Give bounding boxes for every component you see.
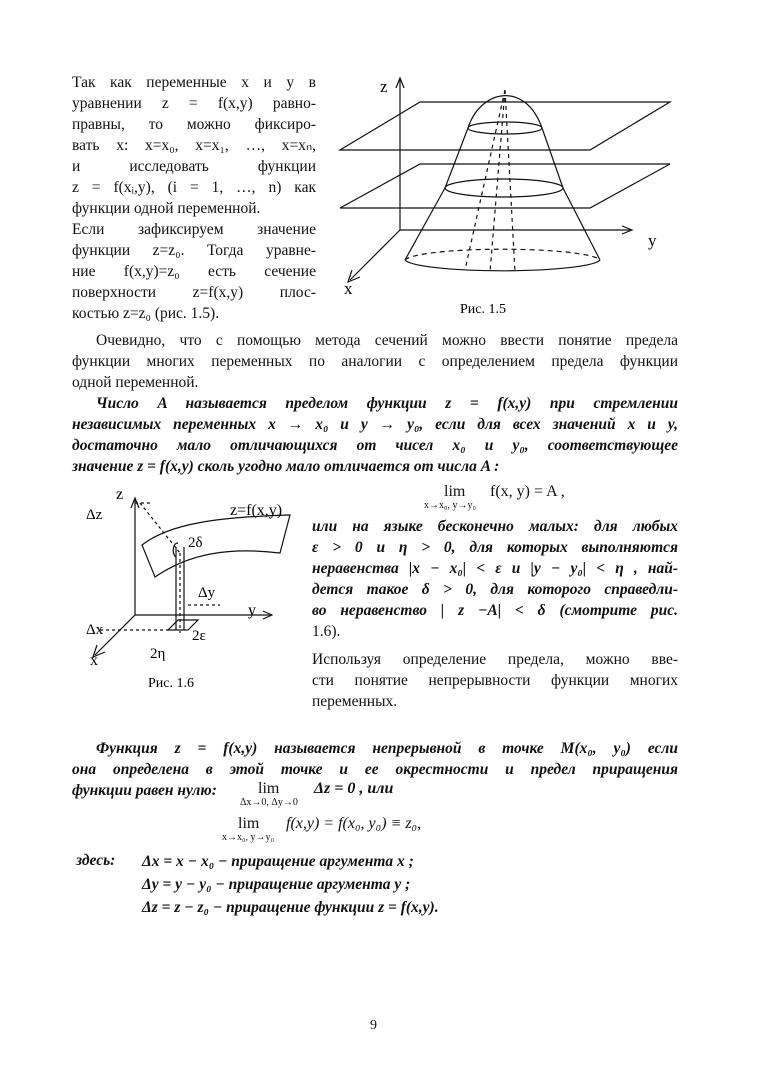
- label-function: z=f(x,y): [230, 502, 283, 519]
- definition-line: достаточно мало отличающихся от чисел x₀ и y₀, соответствующее: [72, 437, 678, 454]
- limit-definition: [72, 393, 678, 477]
- intro-line: и исследовать функции: [72, 158, 316, 175]
- increment-limit-formula: [240, 780, 460, 816]
- paragraph-line: сти понятие непрерывности функции многих: [312, 672, 678, 689]
- here-label: здесь:: [76, 852, 116, 869]
- intro-line: ние f(x,y)=z₀ есть сечение: [72, 263, 316, 280]
- definition-line: во неравенство | z −A| < δ (смотрите рис.: [312, 602, 678, 619]
- figure-1-5: [330, 70, 690, 335]
- paragraph-line: одной переменной.: [72, 374, 199, 391]
- lim-expression: f(x, y) = A ,: [490, 483, 565, 500]
- lim-symbol: lim: [238, 815, 260, 832]
- definition-line: 1.6).: [312, 623, 341, 640]
- label-2eps: 2ε: [192, 628, 206, 644]
- intro-line: z = f(xᵢ,y), (i = 1, …, n) как: [72, 179, 316, 196]
- label-dz: Δz: [86, 507, 103, 523]
- method-paragraph: [72, 330, 678, 393]
- intro-line: функции одной переменной.: [72, 200, 261, 217]
- label-dy: Δy: [198, 585, 216, 601]
- label-z: z: [116, 486, 124, 503]
- intro-line: поверхности z=f(x,y) плос-: [72, 284, 316, 301]
- continuity-intro: [312, 649, 678, 712]
- paragraph-line: переменных.: [312, 693, 398, 710]
- paragraph-line: функции многих переменных по аналогии с определением предела функции: [72, 353, 678, 370]
- label-2delta: 2δ: [188, 535, 203, 551]
- label-y: y: [248, 602, 256, 619]
- increment-list: [142, 850, 622, 919]
- definition-line: или на языке бесконечно малых: для любых: [312, 518, 678, 535]
- paragraph-line: Используя определение предела, можно вве-: [312, 651, 678, 668]
- label-2eta: 2η: [150, 646, 166, 662]
- lim-subscript: x→x₀, y→y₀: [424, 500, 476, 511]
- x-axis: [350, 230, 400, 280]
- upper-section-plane: [340, 102, 670, 150]
- definition-line: неравенства |x − x₀| < ε и |y − y₀| < η , най-: [312, 560, 678, 577]
- intro-line: Так как переменные x и y в: [72, 74, 316, 91]
- paragraph-line: Очевидно, что с помощью метода сечений можно ввести понятие предела: [96, 332, 678, 349]
- intro-line: вать x: x=x₀, x=x₁, …, x=xₙ,: [72, 137, 316, 154]
- lim-expression: f(x,y) = f(x₀, y₀) ≡ z₀,: [286, 815, 422, 832]
- definition-line: Функция z = f(x,y) называется непрерывной в точке M(x₀, y₀) если: [96, 740, 678, 757]
- axis-label-z: z: [380, 77, 388, 96]
- page-number: 9: [370, 1018, 377, 1033]
- increment-item: Δx = x − x₀ − приращение аргумента x ;: [142, 853, 414, 870]
- definition-line: дется такое δ > 0, для которого справедли-: [312, 581, 678, 598]
- axis-label-y: y: [648, 231, 657, 250]
- limit-formula: [420, 483, 640, 517]
- figure-caption: Рис. 1.6: [148, 676, 194, 691]
- surface-patch: [142, 515, 290, 577]
- intro-line: уравнении z = f(x,y) равно-: [72, 95, 316, 112]
- definition-line: независимых переменных x → x₀ и y → y₀, если для всех значений x и y,: [72, 416, 678, 433]
- continuity-limit-formula: [222, 815, 482, 851]
- lower-section-plane: [340, 164, 670, 208]
- definition-line: ε > 0 и η > 0, для которых выполняются: [312, 539, 678, 556]
- increment-item: Δz = z − z₀ − приращение функции z = f(x,y).: [142, 899, 439, 916]
- figure-1-6: [80, 485, 305, 695]
- axis-label-x: x: [344, 279, 353, 298]
- lim-subscript: x→x₀, y→y₀: [222, 832, 274, 843]
- lim-subscript: Δx→0, Δy→0: [240, 797, 298, 808]
- definition-line: значение z = f(x,y) сколь угодно мало отличается от числа A :: [72, 458, 500, 475]
- label-x: x: [90, 652, 98, 669]
- epsilon-delta-definition: [312, 516, 678, 642]
- intro-line: функции z=z₀. Тогда уравне-: [72, 242, 316, 259]
- figure-caption: Рис. 1.5: [460, 302, 506, 317]
- lim-expression: Δz = 0 , или: [314, 780, 394, 797]
- increment-item: Δy = y − y₀ − приращение аргумента y ;: [142, 876, 411, 893]
- definition-line: функции равен нулю:: [72, 782, 217, 799]
- label-dx: Δx: [86, 622, 104, 638]
- intro-line: костью z=z₀ (рис. 1.5).: [72, 305, 220, 322]
- cone-side-left: [445, 128, 468, 188]
- cone-side-right: [542, 128, 563, 188]
- definition-line: Число A называется пределом функции z = f(x,y) при стремлении: [96, 395, 678, 412]
- intro-paragraph: [72, 72, 316, 324]
- definition-line: она определена в этой точке и ее окрестности и предел приращения: [72, 761, 678, 778]
- intro-line: Если зафиксируем значение: [72, 221, 316, 238]
- lim-symbol: lim: [444, 483, 466, 500]
- lim-symbol: lim: [258, 780, 280, 797]
- intro-line: правны, то можно фиксиро-: [72, 116, 316, 133]
